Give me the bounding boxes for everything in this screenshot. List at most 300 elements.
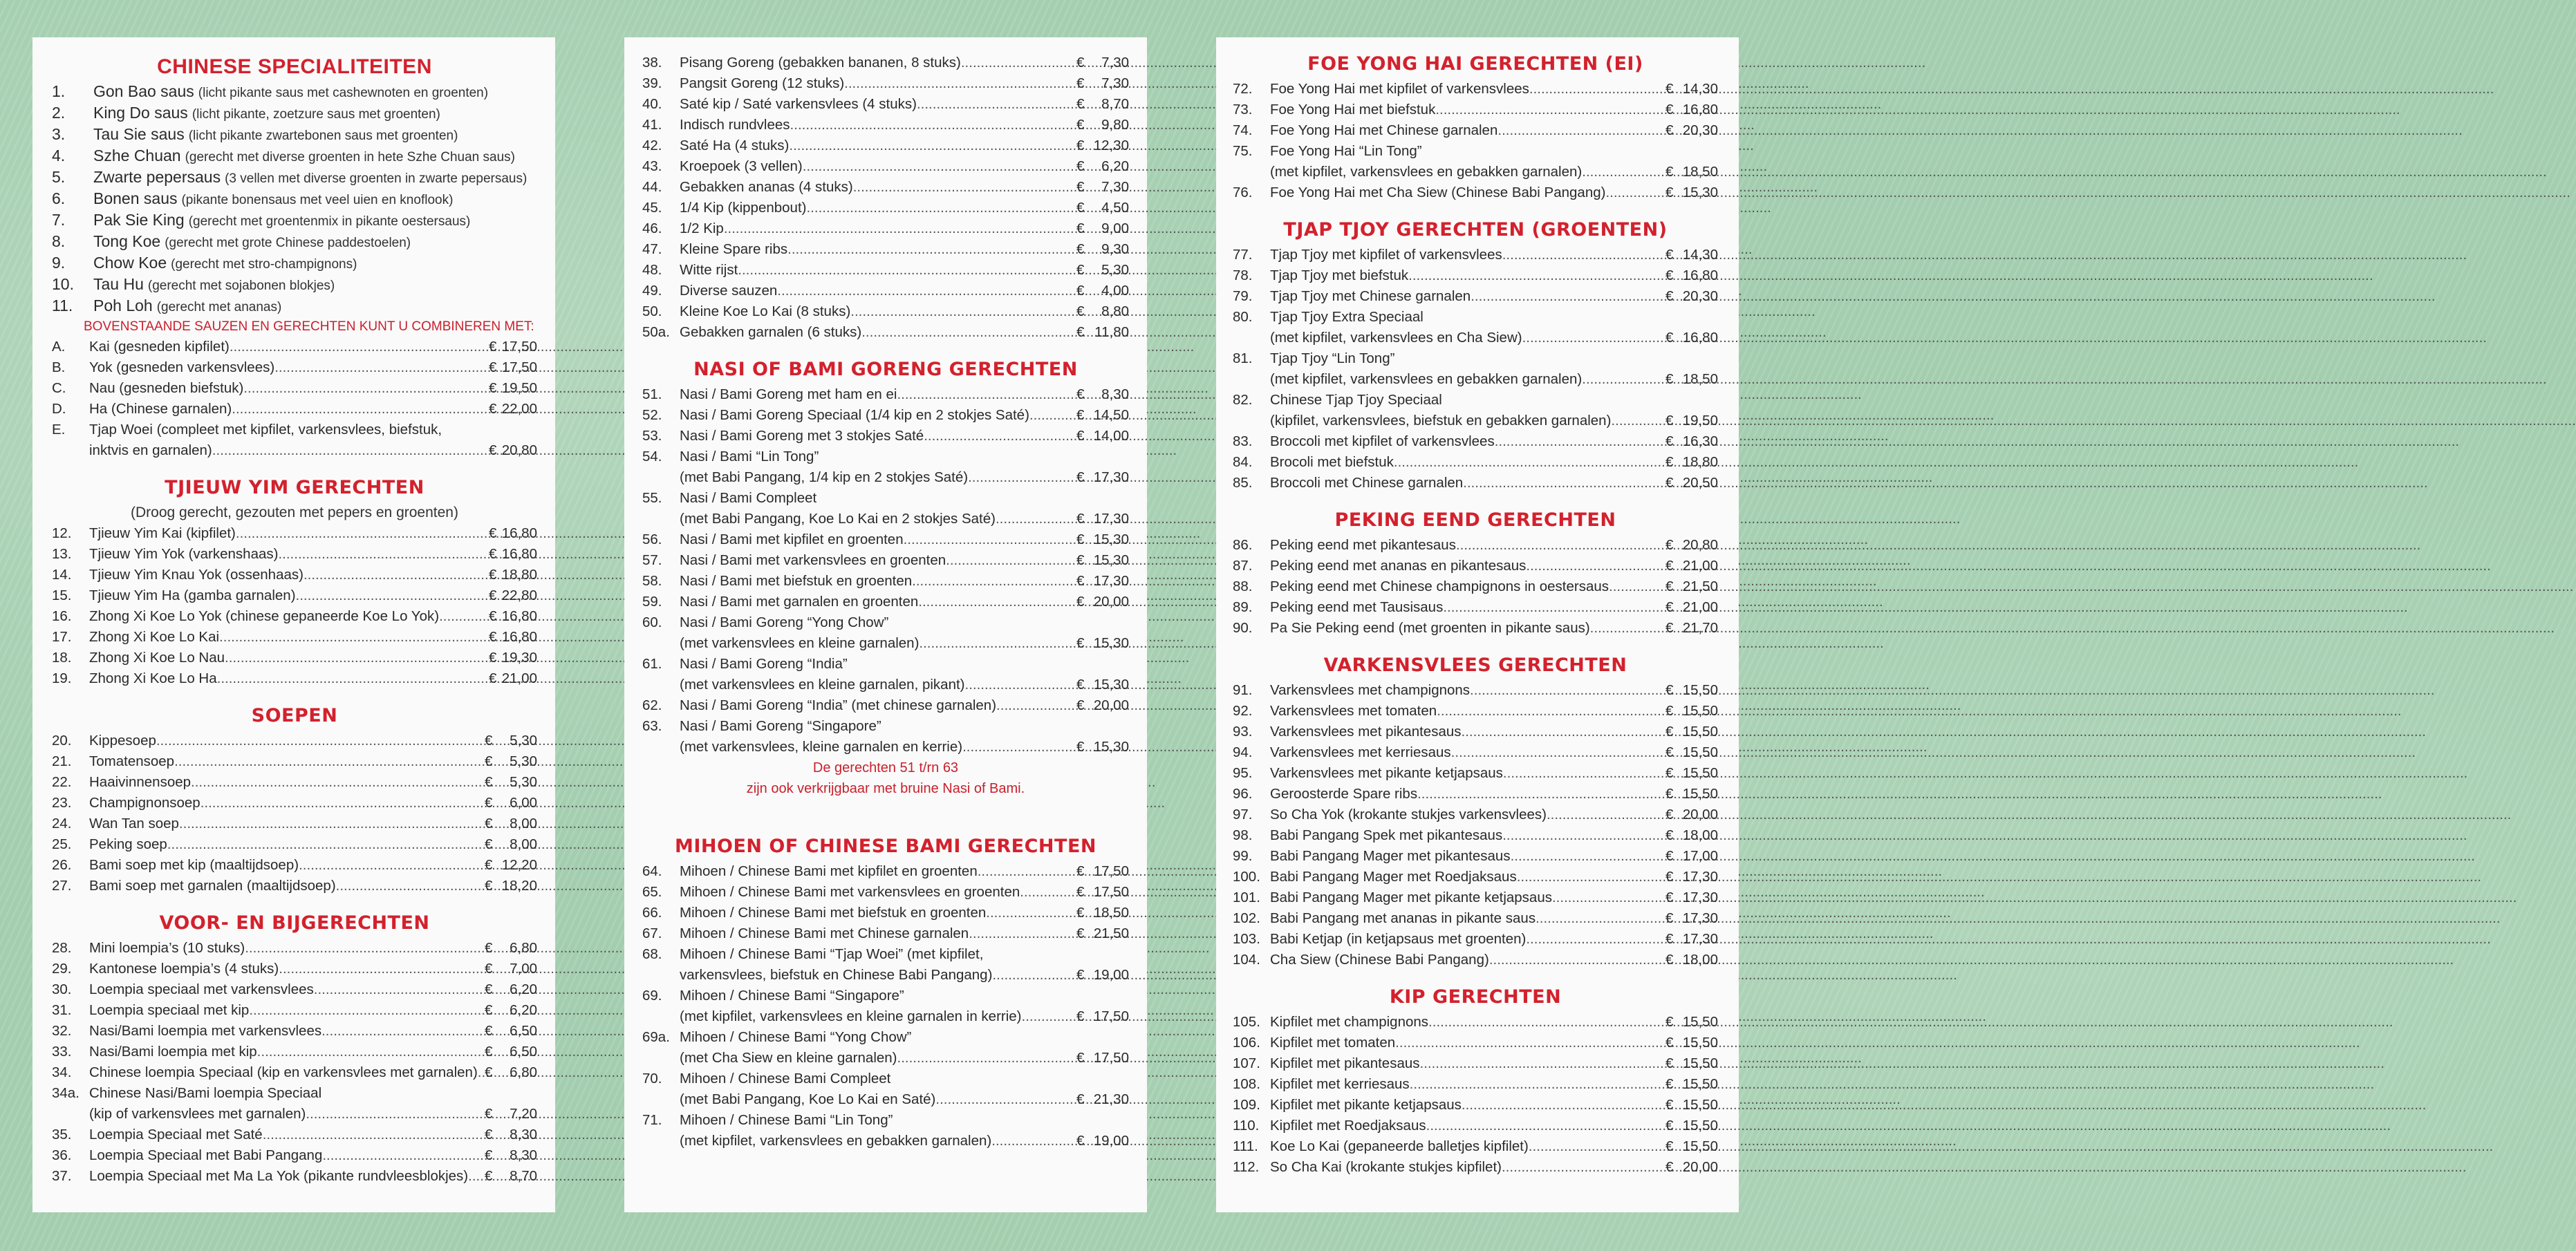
item-price: € 6,20 xyxy=(1076,158,1129,174)
section-title-nasi-bami: NASI OF BAMI GORENG GERECHTEN xyxy=(693,359,1078,380)
item-price: € 21,00 xyxy=(1665,599,1718,615)
item-number: 85. xyxy=(1233,475,1253,491)
leader-dots xyxy=(1522,328,1665,348)
leader-dots xyxy=(803,156,1076,177)
menu-item xyxy=(52,606,537,627)
item-price: € 14,50 xyxy=(1076,407,1129,423)
item-name: Zhong Xi Koe Lo Ha xyxy=(89,670,217,686)
leader-dots xyxy=(904,529,1076,550)
item-name: Mihoen / Chinese Bami met kipfilet en groenten xyxy=(680,863,978,879)
item-name: Saté Ha (4 stuks) xyxy=(680,138,790,153)
leader-dots xyxy=(1022,1006,1076,1027)
leader-dots xyxy=(1443,597,1665,618)
menu-item xyxy=(642,592,1129,612)
item-price: € 15,50 xyxy=(1665,1014,1718,1030)
item-name-line2: (met kipfilet, varkensvlees en gebakken garnalen) xyxy=(1270,371,1583,387)
item-price: € 17,50 xyxy=(1076,884,1129,900)
leader-dots xyxy=(257,1042,485,1062)
item-price: € 15,30 xyxy=(1665,185,1718,200)
menu-item xyxy=(1233,286,1718,307)
tjieuw-list xyxy=(52,523,537,689)
leader-dots xyxy=(935,1089,1076,1110)
combine-note: BOVENSTAANDE SAUZEN EN GERECHTEN KUNT U COMBINEREN MET: xyxy=(84,319,534,334)
item-number: 86. xyxy=(1233,537,1253,553)
item-price: € 14,30 xyxy=(1665,247,1718,263)
menu-item xyxy=(1233,867,1718,887)
item-price: € 18,50 xyxy=(1076,905,1129,921)
item-name: Pisang Goreng (gebakken bananen, 8 stuks) xyxy=(680,55,961,70)
leader-dots xyxy=(790,115,1076,135)
item-number: 37. xyxy=(52,1168,72,1184)
menu-item xyxy=(52,627,537,648)
item-name: Peking soep xyxy=(89,836,167,852)
leader-dots xyxy=(1526,929,1665,950)
item-number: 75. xyxy=(1233,143,1253,159)
item-number: 20. xyxy=(52,733,72,749)
item-number: 98. xyxy=(1233,827,1253,843)
menu-item xyxy=(52,253,537,274)
leader-dots xyxy=(1503,763,1665,784)
item-price: € 17,50 xyxy=(1076,1008,1129,1024)
leader-dots xyxy=(279,959,485,979)
menu-item xyxy=(52,648,537,668)
item-number: 58. xyxy=(642,573,662,589)
item-description: (3 vellen met diverse groenten in zwarte pepersaus) xyxy=(225,171,528,186)
menu-item xyxy=(642,426,1129,446)
menu-item xyxy=(52,959,537,979)
item-number: 55. xyxy=(642,490,662,506)
item-price: € 12,30 xyxy=(1076,138,1129,153)
item-price: € 18,00 xyxy=(1665,952,1718,968)
item-price: € 15,50 xyxy=(1665,682,1718,698)
item-number: 14. xyxy=(52,567,72,583)
item-name-line2: (met varkensvlees en kleine garnalen) xyxy=(680,635,920,651)
menu-item xyxy=(1233,887,1718,908)
item-name: Tjap Tjoy met Chinese garnalen xyxy=(1270,288,1471,304)
item-description: (pikante bonensaus met veel uien en knoflook) xyxy=(181,193,454,207)
item-price: € 18,80 xyxy=(1665,454,1718,470)
item-price: € 6,50 xyxy=(485,1044,537,1060)
section-title-tjap-tjoy: TJAP TJOY GERECHTEN (GROENTEN) xyxy=(1283,219,1668,241)
leader-dots xyxy=(1437,701,1665,722)
item-price: € 7,00 xyxy=(485,961,537,977)
item-number: 22. xyxy=(52,774,72,790)
menu-item xyxy=(642,405,1129,426)
item-name: Peking eend met pikantesaus xyxy=(1270,537,1456,553)
leader-dots xyxy=(225,648,486,668)
item-number: 36. xyxy=(52,1147,72,1163)
leader-dots xyxy=(314,979,485,1000)
item-price: € 14,00 xyxy=(1076,428,1129,444)
leader-dots xyxy=(1462,1095,1665,1116)
section-title-soepen: SOEPEN xyxy=(251,705,338,726)
menu-item xyxy=(1233,784,1718,805)
item-price: € 15,50 xyxy=(1665,1055,1718,1071)
item-number: 8. xyxy=(52,232,66,250)
item-number: 42. xyxy=(642,138,662,153)
item-number: 80. xyxy=(1233,309,1253,325)
item-name: Nasi / Bami Goreng “Singapore” xyxy=(680,718,881,734)
item-name: Tjieuw Yim Yok (varkenshaas) xyxy=(89,546,279,562)
leader-dots xyxy=(230,337,486,357)
item-price: € 15,30 xyxy=(1076,532,1129,547)
item-price: € 17,30 xyxy=(1076,469,1129,485)
menu-item xyxy=(1233,556,1718,576)
item-price: € 6,20 xyxy=(485,1002,537,1018)
item-name: Nasi / Bami met garnalen en groenten xyxy=(680,594,919,610)
item-number: 11. xyxy=(52,297,73,314)
menu-item xyxy=(1233,908,1718,929)
item-number: 12. xyxy=(52,525,72,541)
menu-item xyxy=(1233,79,1718,100)
nasi-note-line1: De gerechten 51 t/rn 63 xyxy=(812,760,959,775)
leader-dots xyxy=(322,1145,485,1166)
item-price: € 12,20 xyxy=(485,857,537,873)
item-name: Tjieuw Yim Kai (kipfilet) xyxy=(89,525,236,541)
item-name: Bami soep met garnalen (maaltijdsoep) xyxy=(89,878,336,894)
item-number: 16. xyxy=(52,608,72,624)
menu-item xyxy=(52,232,537,253)
item-name: Szhe Chuan xyxy=(93,147,181,164)
menu-item xyxy=(642,218,1129,239)
item-name: Mihoen / Chinese Bami Compleet xyxy=(680,1071,891,1087)
menu-item xyxy=(1233,929,1718,950)
item-name: Kipfilet met tomaten xyxy=(1270,1035,1396,1051)
item-number: 30. xyxy=(52,981,72,997)
item-number: 100. xyxy=(1233,869,1260,885)
item-name: Broccoli met Chinese garnalen xyxy=(1270,475,1464,491)
item-number: 63. xyxy=(642,718,662,734)
item-price: € 8,80 xyxy=(1076,303,1129,319)
item-description: (gerecht met stro-champignons) xyxy=(171,257,357,272)
item-price: € 22,00 xyxy=(489,401,537,417)
combo-list xyxy=(52,337,537,420)
item-description: (licht pikante saus met cashewnoten en groenten) xyxy=(198,86,489,100)
menu-item xyxy=(52,834,537,855)
leader-dots xyxy=(738,260,1076,281)
leader-dots xyxy=(321,1021,485,1042)
item-number: 39. xyxy=(642,75,662,91)
item-name: Mihoen / Chinese Bami “Tjap Woei” (met kipfilet, xyxy=(680,946,984,962)
item-name: Tjap Tjoy met biefstuk xyxy=(1270,267,1409,283)
menu-item xyxy=(1233,141,1718,182)
menu-item xyxy=(642,239,1129,260)
leader-dots xyxy=(1605,182,1665,203)
item-number: 83. xyxy=(1233,433,1253,449)
item-name-line2: varkensvlees, biefstuk en Chinese Babi Pangang) xyxy=(680,967,993,983)
item-number: 110. xyxy=(1233,1118,1260,1134)
item-number: C. xyxy=(52,380,66,396)
item-name: Nasi / Bami Goreng met 3 stokjes Saté xyxy=(680,428,924,444)
item-name-line2: (met Babi Pangang, 1/4 kip en 2 stokjes Saté) xyxy=(680,469,969,485)
leader-dots xyxy=(299,855,485,876)
item-name-line2: (met kipfilet, varkensvlees en gebakken garnalen) xyxy=(680,1133,992,1149)
leader-dots xyxy=(1020,882,1076,903)
item-name: Mini loempia’s (10 stuks) xyxy=(89,940,245,956)
leader-dots xyxy=(1428,1012,1665,1033)
item-name-line2: (met Babi Pangang, Koe Lo Kai en 2 stokjes Saté) xyxy=(680,511,996,527)
leader-dots xyxy=(1408,265,1665,286)
menu-panel-right xyxy=(1216,37,1739,1212)
leader-dots xyxy=(1410,1074,1665,1095)
item-name: Champignonsoep xyxy=(89,795,200,811)
item-name: Nasi / Bami met kipfilet en groenten xyxy=(680,532,904,547)
item-name: Tjieuw Yim Knau Yok (ossenhaas) xyxy=(89,567,304,583)
item-name: Peking eend met Chinese champignons in oestersaus xyxy=(1270,579,1609,594)
item-price: € 17,50 xyxy=(1076,1050,1129,1066)
menu-item xyxy=(642,446,1129,488)
item-price: € 20,00 xyxy=(1665,807,1718,822)
item-price: € 11,80 xyxy=(1076,324,1129,340)
menu-item xyxy=(642,177,1129,198)
item-number: 91. xyxy=(1233,682,1253,698)
leader-dots xyxy=(179,813,485,834)
menu-item xyxy=(642,882,1129,903)
menu-item xyxy=(1233,576,1718,597)
item-name: Mihoen / Chinese Bami “Singapore” xyxy=(680,988,904,1004)
leader-dots xyxy=(1502,825,1665,846)
item-price: € 21,30 xyxy=(1076,1091,1129,1107)
item-price: € 16,80 xyxy=(489,608,537,624)
item-name: Loempia speciaal met varkensvlees xyxy=(89,981,314,997)
misc-list xyxy=(642,53,1129,343)
mihoen-list xyxy=(642,861,1129,1151)
menu-item xyxy=(642,944,1129,986)
item-number: 48. xyxy=(642,262,662,278)
item-number: 9. xyxy=(52,254,66,272)
item-price: € 4,00 xyxy=(1076,283,1129,299)
item-name: Tjap Tjoy Extra Speciaal xyxy=(1270,309,1424,325)
item-price: € 18,00 xyxy=(1665,827,1718,843)
item-name: Varkensvlees met champignons xyxy=(1270,682,1471,698)
leader-dots xyxy=(236,523,486,544)
item-price: € 20,80 xyxy=(1665,537,1718,553)
item-number: 23. xyxy=(52,795,72,811)
item-name: Kipfilet met pikantesaus xyxy=(1270,1055,1420,1071)
item-name: Kantonese loempia’s (4 stuks) xyxy=(89,961,279,977)
item-number: 112. xyxy=(1233,1159,1260,1175)
item-number: 77. xyxy=(1233,247,1253,263)
item-name: Varkensvlees met kerriesaus xyxy=(1270,744,1451,760)
item-name: Mihoen / Chinese Bami “Lin Tong” xyxy=(680,1112,893,1128)
item-name: King Do saus xyxy=(93,104,188,122)
leader-dots xyxy=(191,772,485,793)
item-name: Zwarte pepersaus xyxy=(93,168,221,186)
leader-dots xyxy=(249,1000,485,1021)
item-price: € 5,30 xyxy=(1076,262,1129,278)
leader-dots xyxy=(174,751,485,772)
item-name-line2: inktvis en garnalen) xyxy=(89,442,212,458)
item-number: 43. xyxy=(642,158,662,174)
item-price: € 17,30 xyxy=(1665,869,1718,885)
item-number: 6. xyxy=(52,189,66,207)
item-number: 103. xyxy=(1233,931,1260,947)
item-number: 29. xyxy=(52,961,72,977)
item-number: 44. xyxy=(642,179,662,195)
item-number: 101. xyxy=(1233,890,1260,905)
item-price: € 20,30 xyxy=(1665,288,1718,304)
item-number: 13. xyxy=(52,546,72,562)
item-price: € 22,80 xyxy=(489,587,537,603)
item-number: 5. xyxy=(52,168,66,186)
menu-panel-left xyxy=(32,37,555,1212)
item-name: Peking eend met ananas en pikantesaus xyxy=(1270,558,1527,574)
item-name: Varkensvlees met pikantesaus xyxy=(1270,724,1462,740)
leader-dots xyxy=(1029,405,1076,426)
item-number: 54. xyxy=(642,449,662,464)
item-name: Saté kip / Saté varkensvlees (4 stuks) xyxy=(680,96,917,112)
item-price: € 15,50 xyxy=(1665,1097,1718,1113)
item-name: Loempia speciaal met kip xyxy=(89,1002,250,1018)
item-number: 15. xyxy=(52,587,72,603)
menu-item xyxy=(1233,431,1718,452)
item-name: Gebakken ananas (4 stuks) xyxy=(680,179,853,195)
item-number: E. xyxy=(52,422,66,438)
voor-list-b xyxy=(52,1125,537,1187)
item-price: € 16,80 xyxy=(489,629,537,645)
item-price: € 15,50 xyxy=(1665,1076,1718,1092)
leader-dots xyxy=(806,198,1076,218)
item-price: € 8,00 xyxy=(485,816,537,831)
item-name: Diverse sauzen xyxy=(680,283,778,299)
item-name: Gon Bao saus xyxy=(93,82,194,100)
leader-dots xyxy=(897,384,1076,405)
item-name: Mihoen / Chinese Bami met varkensvlees en groenten xyxy=(680,884,1020,900)
item-name: Mihoen / Chinese Bami met Chinese garnalen xyxy=(680,925,969,941)
item-number: 104. xyxy=(1233,952,1260,968)
menu-item xyxy=(1233,950,1718,970)
item-number: 65. xyxy=(642,884,662,900)
leader-dots xyxy=(1511,846,1665,867)
item-number: 46. xyxy=(642,220,662,236)
menu-item xyxy=(1233,348,1718,390)
menu-item xyxy=(52,124,537,146)
item-price: € 9,00 xyxy=(1076,220,1129,236)
section-subtitle-tjieuw-yim: (Droog gerecht, gezouten met pepers en groenten) xyxy=(131,505,458,520)
leader-dots xyxy=(1462,722,1665,742)
menu-item xyxy=(52,793,537,813)
item-description: (licht pikante zwartebonen saus met groenten) xyxy=(188,129,458,143)
menu-item xyxy=(1233,722,1718,742)
menu-item xyxy=(52,399,537,420)
leader-dots xyxy=(861,322,1076,343)
item-price: € 9,30 xyxy=(1076,241,1129,257)
item-price: € 18,20 xyxy=(485,878,537,894)
leader-dots xyxy=(777,281,1076,301)
menu-item xyxy=(52,1145,537,1166)
item-name: Poh Loh xyxy=(93,297,153,314)
item-name-line2: (met varkensvlees, kleine garnalen en kerrie) xyxy=(680,739,963,755)
item-number: 50. xyxy=(642,303,662,319)
menu-item xyxy=(1233,390,1718,431)
leader-dots xyxy=(167,834,485,855)
item-number: 93. xyxy=(1233,724,1253,740)
item-price: € 20,00 xyxy=(1076,594,1129,610)
item-price: € 15,50 xyxy=(1665,744,1718,760)
leader-dots xyxy=(232,399,486,420)
leader-dots xyxy=(1471,286,1665,307)
menu-item xyxy=(642,903,1129,923)
menu-item xyxy=(642,1027,1129,1069)
item-name: So Cha Yok (krokante stukjes varkensvlees) xyxy=(1270,807,1547,822)
item-name: Nasi / Bami Goreng “Yong Chow” xyxy=(680,614,889,630)
item-name-line2: (kipfilet, varkensvlees, biefstuk en gebakken garnalen) xyxy=(1270,413,1612,429)
menu-item xyxy=(52,544,537,565)
item-name: Babi Pangang met ananas in pikante saus xyxy=(1270,910,1536,926)
leader-dots xyxy=(1611,411,1665,431)
leader-dots xyxy=(1417,784,1665,805)
leader-dots xyxy=(968,467,1076,488)
item-number: 94. xyxy=(1233,744,1253,760)
item-number: 92. xyxy=(1233,703,1253,719)
item-name: Chinese Nasi/Bami loempia Speciaal xyxy=(89,1085,322,1101)
menu-item xyxy=(1233,1136,1718,1157)
item-number: 38. xyxy=(642,55,662,70)
item-name: Foe Yong Hai met kipfilet of varkensvlees xyxy=(1270,81,1529,97)
leader-dots xyxy=(274,357,486,378)
menu-item xyxy=(52,772,537,793)
menu-item xyxy=(642,73,1129,94)
item-number: 49. xyxy=(642,283,662,299)
leader-dots xyxy=(1395,1033,1665,1053)
item-name: Nasi / Bami “Lin Tong” xyxy=(680,449,819,464)
item-number: 107. xyxy=(1233,1055,1260,1071)
item-number: 108. xyxy=(1233,1076,1260,1092)
item-name: Tjap Tjoy met kipfilet of varkensvlees xyxy=(1270,247,1502,263)
item-price: € 17,30 xyxy=(1665,890,1718,905)
leader-dots xyxy=(946,550,1076,571)
menu-item xyxy=(1233,846,1718,867)
item-name: Geroosterde Spare ribs xyxy=(1270,786,1418,802)
item-name: Mihoen / Chinese Bami “Yong Chow” xyxy=(680,1029,912,1045)
menu-item xyxy=(1233,805,1718,825)
item-number: 1. xyxy=(52,82,66,100)
item-name: Kleine Spare ribs xyxy=(680,241,788,257)
section-title-foe-yong-hai: FOE YONG HAI GERECHTEN (EI) xyxy=(1307,53,1643,75)
leader-dots xyxy=(962,737,1076,758)
item-name: Nasi / Bami met biefstuk en groenten xyxy=(680,573,913,589)
item-name: Tomatensoep xyxy=(89,753,175,769)
item-price: € 19,00 xyxy=(1076,967,1129,983)
item-number: 28. xyxy=(52,940,72,956)
specialties-list xyxy=(52,82,537,317)
item-name: Kipfilet met Roedjaksaus xyxy=(1270,1118,1426,1134)
item-number: 72. xyxy=(1233,81,1253,97)
section-title-voorgerechten: VOOR- EN BIJGERECHTEN xyxy=(159,912,430,934)
item-number: 89. xyxy=(1233,599,1253,615)
leader-dots xyxy=(961,53,1076,73)
item-description: (gerecht met sojabonen blokjes) xyxy=(147,279,335,293)
leader-dots xyxy=(1497,120,1665,141)
item-price: € 15,50 xyxy=(1665,724,1718,740)
item-price: € 21,50 xyxy=(1665,579,1718,594)
menu-item xyxy=(52,855,537,876)
menu-item xyxy=(642,322,1129,343)
item-number: 81. xyxy=(1233,350,1253,366)
item-number: 52. xyxy=(642,407,662,423)
item-number: 17. xyxy=(52,629,72,645)
menu-item xyxy=(52,337,537,357)
item-name: Foe Yong Hai “Lin Tong” xyxy=(1270,143,1422,159)
varkens-list xyxy=(1233,680,1718,970)
section-title-tjieuw-yim: TJIEUW YIM GERECHTEN xyxy=(165,477,424,498)
item-number: 2. xyxy=(52,104,66,122)
item-price: € 17,50 xyxy=(489,339,537,355)
leader-dots xyxy=(986,903,1076,923)
item-description: (gerecht met grote Chinese paddestoelen) xyxy=(165,236,411,250)
item-name: Chinese loempia Speciaal (kip en varkensvlees met garnalen) xyxy=(89,1064,478,1080)
item-name: Wan Tan soep xyxy=(89,816,179,831)
